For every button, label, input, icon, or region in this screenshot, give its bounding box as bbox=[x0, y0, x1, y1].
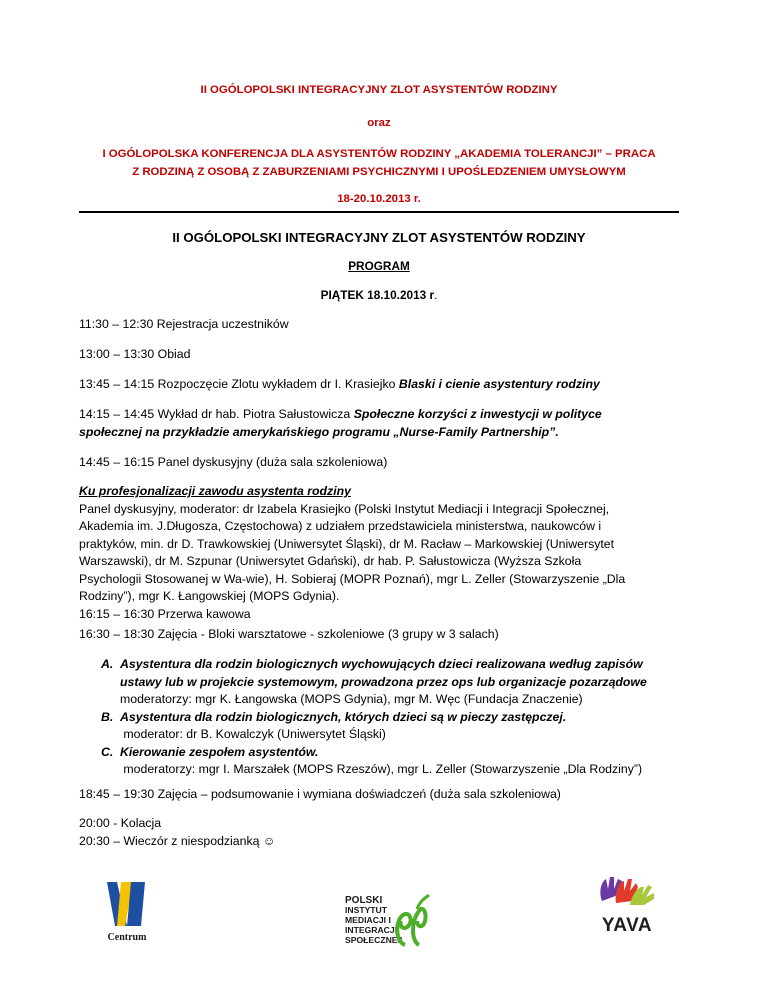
event-dates: 18-20.10.2013 r. bbox=[337, 193, 421, 205]
list-item: B. Asystentura dla rodzin biologicznych, których dzieci są w pieczy zastępczej. moderator: dr B. Kowalczyk (Uniwersytet Śląski) bbox=[101, 709, 567, 741]
list-item: C. Kierowanie zespołem asystentów. moderatorzy: mgr I. Marszałek (MOPS Rzeszów), mgr L. Zeller (Stowarzyszenie „Dla Rodziny”) bbox=[101, 744, 643, 776]
pimis-logo bbox=[343, 891, 433, 953]
list-item: A. Asystentura dla rodzin biologicznych wychowujących dzieci realizowana według zapisów ustawy lub w projekcie systemowym, prowadzona przez ops lub organizacje pozarządowe moderatorzy: mgr K. Łangowska (MOPS Gdynia), mgr M. Węc (Fundacja Znaczenie) bbox=[101, 657, 647, 706]
divider bbox=[79, 211, 679, 213]
schedule-item: 20:00 - Kolacja bbox=[79, 816, 162, 830]
svg-text:MEDIACJI I: MEDIACJI I bbox=[345, 915, 391, 925]
schedule-item: 11:30 – 12:30 Rejestracja uczestników bbox=[79, 317, 289, 331]
schedule-item: 14:45 – 16:15 Panel dyskusyjny (duża sala szkoleniowa) bbox=[79, 455, 388, 469]
conference-title: I OGÓLOPOLSKA KONFERENCJA DLA ASYSTENTÓW RODZINY „AKADEMIA TOLERANCJI” – PRACA Z RODZINĄ Z OSOBĄ Z ZABURZENIAMI PSYCHICZNYMI I UPOŚLEDZENIEM UMYSŁOWYM bbox=[102, 148, 656, 178]
event-title: II OGÓLOPOLSKI INTEGRACYJNY ZLOT ASYSTENTÓW RODZINY bbox=[200, 84, 558, 96]
schedule-item: 18:45 – 19:30 Zajęcia – podsumowanie i wymiana doświadczeń (duża sala szkoleniowa) bbox=[79, 787, 561, 801]
schedule-item: 13:45 – 14:15 Rozpoczęcie Zlotu wykładem dr I. Krasiejko Blaski i cienie asystentury rodziny bbox=[79, 377, 600, 391]
schedule-item: 14:15 – 14:45 Wykład dr hab. Piotra Sałustowicza Społeczne korzyści z inwestycji w polityce społecznej na przykładzie amerykańskiego programu „Nurse-Family Partnership”. bbox=[79, 407, 602, 439]
schedule-item: 13:00 – 13:30 Obiad bbox=[79, 347, 191, 361]
and-label: oraz bbox=[367, 117, 391, 129]
day-heading: PIĄTEK 18.10.2013 r. bbox=[320, 288, 438, 302]
svg-text:INSTYTUT: INSTYTUT bbox=[345, 905, 388, 915]
workshops-intro: 16:30 – 18:30 Zajęcia - Bloki warsztatowe - szkoleniowe (3 grupy w 3 salach) bbox=[79, 627, 499, 641]
panel-title: Ku profesjonalizacji zawodu asystenta rodziny bbox=[79, 484, 351, 498]
schedule-item: 20:30 – Wieczór z niespodzianką ☺ bbox=[79, 834, 276, 848]
program-heading: PROGRAM bbox=[348, 259, 410, 273]
svg-text:Centrum: Centrum bbox=[107, 932, 147, 943]
panel-description: Ku profesjonalizacji zawodu asystenta rodziny Panel dyskusyjny, moderator: dr Izabela Krasiejko (Polski Instytut Mediacji i Integracji Społecznej, Akademia im. J.Długosza, Częstochowa) z udziałem przedstawiciela ministerstwa, naukowców i praktyków, min. dr D. Trawkowskiej (Uniwersytet Śląski), dr M. Racław – Markowskiej (Uniwersytet Warszawski), dr M. Szpunar (Uniwersytet Gdański), dr hab. P. Sałustowicza (Wyższa Szkoła Psychologii Stosowanej w Wa-wie), H. Sobieraj (MOPR Poznań), mgr L. Zeller (Stowarzyszenie „Dla Rodziny”), mgr K. Łangowskiej (MOPS Gdynia). 16:15 – 16:30 Przerwa kawowa bbox=[79, 483, 689, 623]
av-centrum-logo bbox=[105, 880, 149, 946]
section-title: II OGÓLOPOLSKI INTEGRACYJNY ZLOT ASYSTENTÓW RODZINY bbox=[172, 230, 586, 245]
yava-logo-text: YAVA bbox=[601, 915, 653, 936]
svg-text:POLSKI: POLSKI bbox=[345, 895, 383, 906]
workshop-list bbox=[79, 656, 689, 779]
svg-text:SPOŁECZNEJ: SPOŁECZNEJ bbox=[345, 935, 403, 945]
svg-text:INTEGRACJI: INTEGRACJI bbox=[345, 925, 398, 935]
